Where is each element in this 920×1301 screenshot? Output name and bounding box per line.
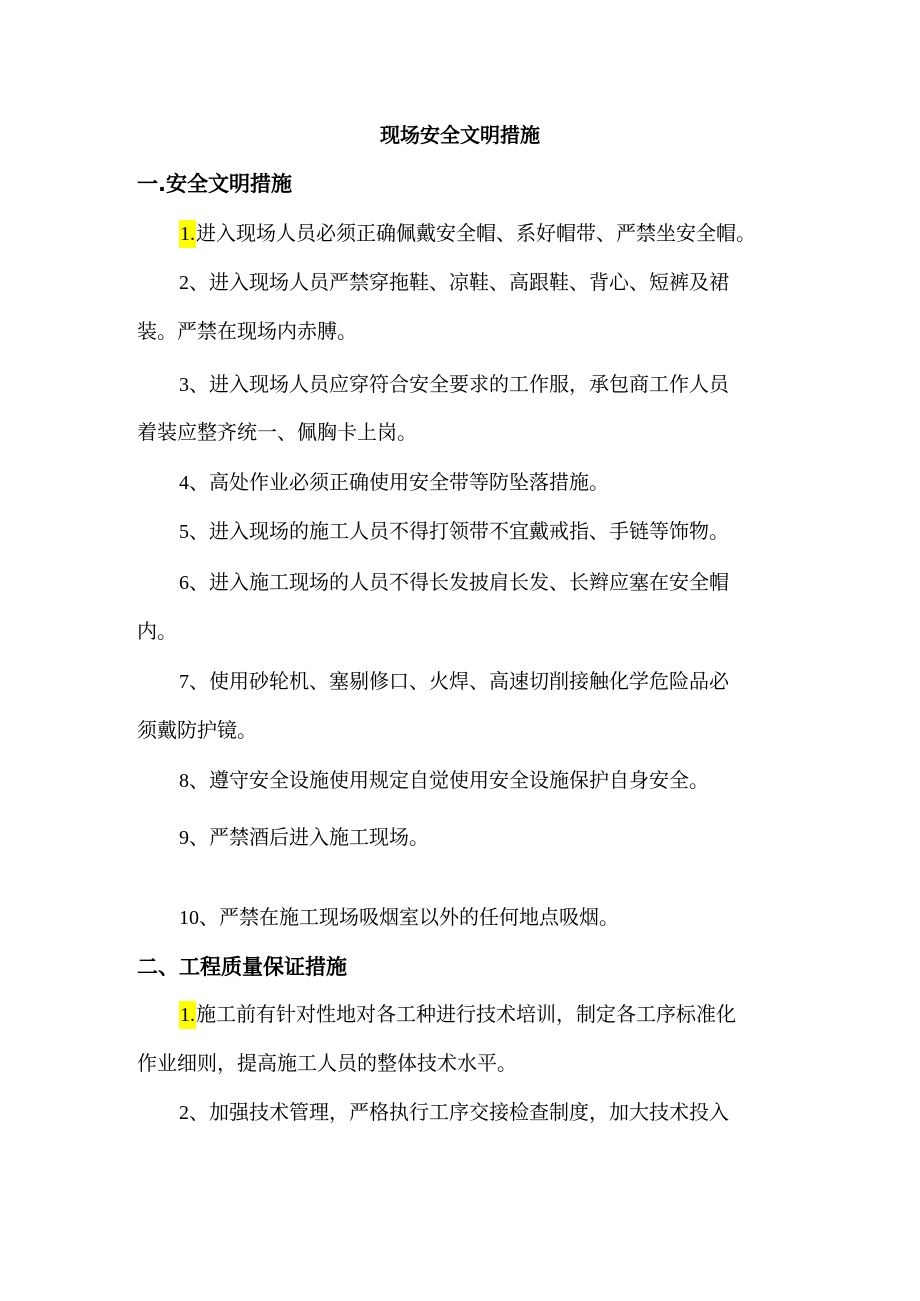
item-number: 7、 xyxy=(179,671,209,693)
list-item xyxy=(179,1000,736,1028)
item-text: 使用砂轮机、塞剔修口、火焊、高速切削接触化学危险品必 xyxy=(209,669,729,693)
item-number: 2、 xyxy=(179,272,209,294)
item-continuation: 着装应整齐统一、佩胸卡上岗。 xyxy=(137,420,417,444)
item-continuation: 须戴防护镜。 xyxy=(137,718,257,742)
item-number: 2、 xyxy=(179,1102,209,1124)
item-number: 10、 xyxy=(179,907,219,929)
item-number: 3、 xyxy=(179,374,209,396)
item-number: 5、 xyxy=(179,521,209,543)
list-item xyxy=(179,517,729,545)
item-text: 严禁酒后进入施工现场。 xyxy=(209,825,429,849)
item-number-highlighted: 1. xyxy=(179,220,196,248)
list-item xyxy=(179,268,729,296)
list-item xyxy=(179,823,429,851)
item-number-highlighted: 1. xyxy=(179,1001,196,1029)
item-text: 进入现场人员应穿符合安全要求的工作服，承包商工作人员 xyxy=(209,372,729,396)
item-continuation: 内。 xyxy=(137,619,177,643)
item-number: 9、 xyxy=(179,827,209,849)
item-text: 施工前有针对性地对各工种进行技术培训，制定各工序标准化 xyxy=(196,1002,736,1026)
item-text: 进入施工现场的人员不得长发披肩长发、长辫应塞在安全帽 xyxy=(209,570,729,594)
section-heading-quality: 二、工程质量保证措施 xyxy=(137,955,347,979)
item-number: 8、 xyxy=(179,770,209,792)
list-item xyxy=(179,219,756,247)
item-text: 严禁在施工现场吸烟室以外的任何地点吸烟。 xyxy=(219,905,619,929)
section-heading-safety: 一.安全文明措施 xyxy=(137,172,292,196)
list-item xyxy=(179,766,709,794)
item-text: 加强技术管理，严格执行工序交接检查制度，加大技术投入 xyxy=(209,1100,729,1124)
list-item xyxy=(179,903,619,931)
item-text: 进入现场人员必须正确佩戴安全帽、系好帽带、严禁坐安全帽。 xyxy=(196,221,756,245)
list-item xyxy=(179,468,609,496)
item-number: 6、 xyxy=(179,572,209,594)
list-item xyxy=(179,370,729,398)
list-item xyxy=(179,667,729,695)
document-title: 现场安全文明措施 xyxy=(380,123,540,147)
item-text: 遵守安全设施使用规定自觉使用安全设施保护自身安全。 xyxy=(209,768,709,792)
item-text: 进入现场人员严禁穿拖鞋、凉鞋、高跟鞋、背心、短裤及裙 xyxy=(209,270,729,294)
list-item xyxy=(179,1098,729,1126)
item-text: 进入现场的施工人员不得打领带不宜戴戒指、手链等饰物。 xyxy=(209,519,729,543)
item-continuation: 装。严禁在现场内赤膊。 xyxy=(137,319,357,343)
item-number: 4、 xyxy=(179,472,209,494)
item-text: 高处作业必须正确使用安全带等防坠落措施。 xyxy=(209,470,609,494)
item-continuation: 作业细则，提高施工人员的整体技术水平。 xyxy=(137,1051,517,1075)
list-item xyxy=(179,568,729,596)
